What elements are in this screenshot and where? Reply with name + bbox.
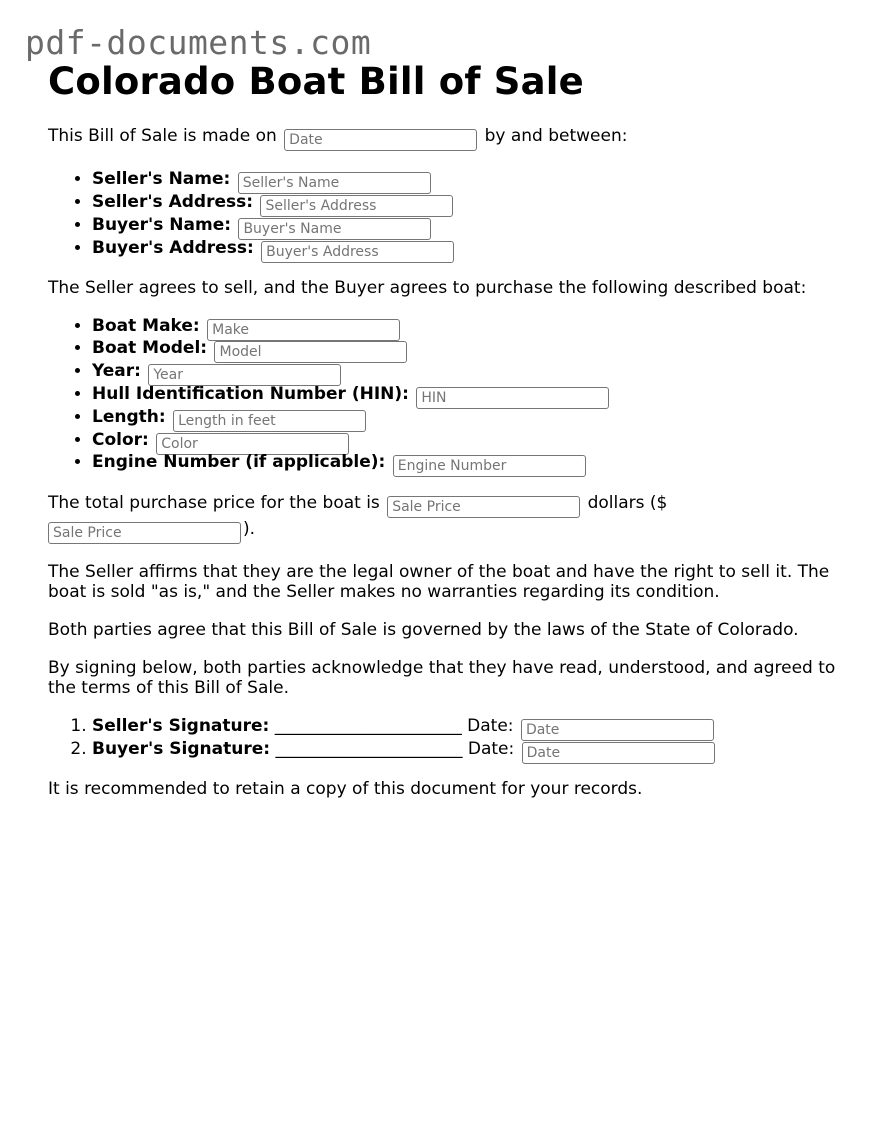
price-before-text: The total purchase price for the boat is xyxy=(48,493,380,514)
page-title: Colorado Boat Bill of Sale xyxy=(48,60,584,103)
buyer-signature-label: Buyer's Signature: xyxy=(92,738,271,759)
list-item xyxy=(92,214,848,237)
price-after-text: ). xyxy=(243,519,256,540)
agreement-paragraph: The Seller agrees to sell, and the Buyer agrees to purchase the following described boat: xyxy=(48,277,807,298)
price-middle-text: dollars ($ xyxy=(587,493,668,514)
seller-name-label: Seller's Name: xyxy=(92,169,231,190)
parties-list xyxy=(48,168,848,259)
list-item xyxy=(92,715,848,738)
seller-signature-label: Seller's Signature: xyxy=(92,716,270,737)
boat-details-list xyxy=(48,315,848,475)
list-item xyxy=(92,360,848,383)
governing-law-paragraph: Both parties agree that this Bill of Sale is governed by the laws of the State of Colorado. xyxy=(48,620,799,641)
list-item xyxy=(92,429,848,452)
list-item xyxy=(92,315,848,338)
list-item xyxy=(92,383,848,406)
list-item xyxy=(92,406,848,429)
hin-input[interactable] xyxy=(416,387,609,409)
length-label: Length: xyxy=(92,406,166,427)
boat-make-label: Boat Make: xyxy=(92,315,200,336)
seller-address-label: Seller's Address: xyxy=(92,192,254,213)
intro-before-text: This Bill of Sale is made on xyxy=(48,126,277,147)
color-label: Color: xyxy=(92,429,149,450)
buyer-address-label: Buyer's Address: xyxy=(92,237,254,258)
sale-date-input[interactable] xyxy=(284,129,477,151)
year-label: Year: xyxy=(92,361,141,382)
intro-paragraph xyxy=(48,126,848,151)
affirmation-paragraph: The Seller affirms that they are the legal owner of the boat and have the right to sell it. The boat is sold "as is," and the Seller makes no warranties regarding its condition. xyxy=(48,562,830,603)
seller-date-label: Date: xyxy=(467,716,514,737)
boat-model-label: Boat Model: xyxy=(92,338,208,359)
buyer-date-label: Date: xyxy=(467,738,515,759)
buyer-signature-date-input[interactable] xyxy=(522,742,715,764)
list-item xyxy=(92,168,848,191)
sale-price-numeric-input[interactable] xyxy=(48,522,241,544)
engine-number-label: Engine Number (if applicable): xyxy=(92,452,386,473)
seller-signature-line[interactable]: ______________________ xyxy=(274,716,462,737)
engine-number-input[interactable] xyxy=(393,455,586,477)
acknowledgment-paragraph: By signing below, both parties acknowledge that they have read, understood, and agreed to the terms of this Bill of Sale. xyxy=(48,658,836,699)
buyer-signature-line[interactable]: ______________________ xyxy=(275,738,463,759)
list-item xyxy=(92,337,848,360)
sale-price-input[interactable] xyxy=(387,496,580,518)
document-body xyxy=(48,60,848,799)
intro-after-text: by and between: xyxy=(484,126,628,147)
buyer-address-input[interactable] xyxy=(261,241,454,263)
list-item xyxy=(92,237,848,260)
closing-paragraph: It is recommended to retain a copy of this document for your records. xyxy=(48,778,643,799)
list-item xyxy=(92,451,848,474)
hin-label: Hull Identification Number (HIN): xyxy=(92,383,409,404)
list-item xyxy=(92,191,848,214)
list-item xyxy=(92,738,848,761)
signatures-list xyxy=(48,715,848,761)
watermark: pdf-documents.com xyxy=(25,23,372,62)
buyer-name-label: Buyer's Name: xyxy=(92,214,232,235)
price-paragraph xyxy=(48,492,708,544)
